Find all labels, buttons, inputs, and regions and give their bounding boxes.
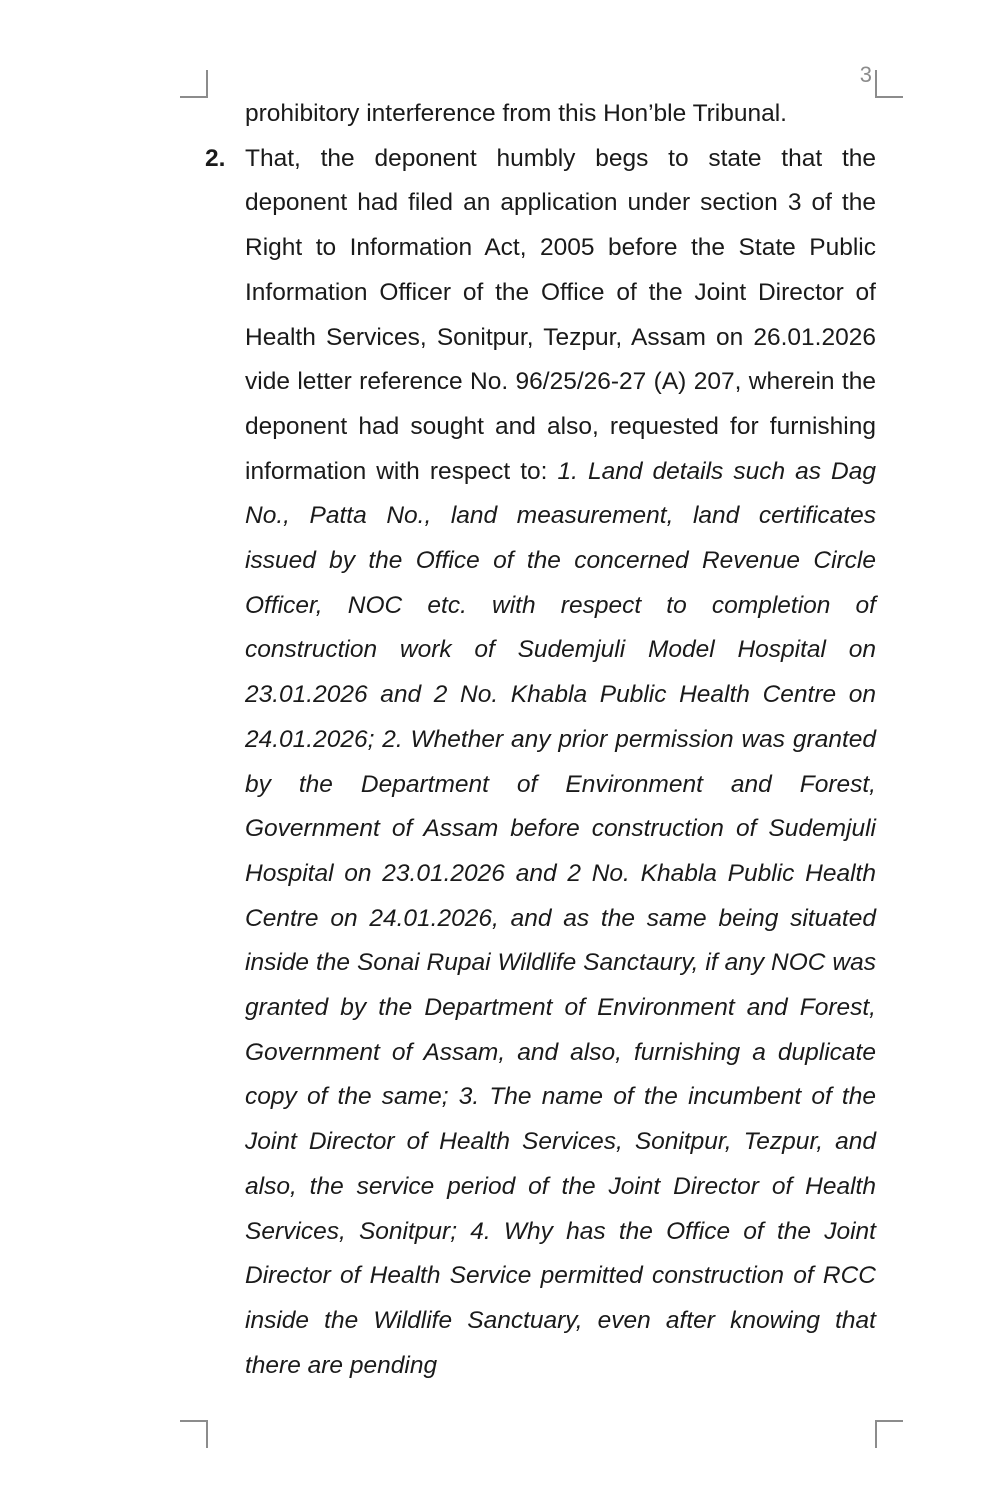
paragraph-number: 2. (205, 144, 226, 172)
top-left-margin-mark (180, 70, 208, 98)
page-body (205, 92, 876, 1388)
bottom-right-margin-mark (875, 1420, 903, 1448)
paragraph-intro: That, the deponent humbly begs to state that the deponent had filed an application under section 3 of the Right to Information Act, 2005 before the State Public Information Officer of the Office of the Joint Director of Health Services, Sonitpur, Tezpur, Assam on 26.01.2026 vide letter reference No. 96/25/26-27 (A) 207, wherein the deponent had sought and also, requested for furnishing information with respect to: (245, 144, 876, 485)
paragraph-italic-list: 1. Land details such as Dag No., Patta No., land measurement, land certificates issued by the Office of the concerned Revenue Circle Officer, NOC etc. with respect to completion of construction work of Sudemjuli Model Hospital on 23.01.2026 and 2 No. Khabla Public Health Centre on 24.01.2026; 2. Whether any prior permission was granted by the Department of Environment and Forest, Government of Assam before construction of Sudemjuli Hospital on 23.01.2026 and 2 No. Khabla Public Health Centre on 24.01.2026, and as the same being situated inside the Sonai Rupai Wildlife Sanctaury, if any NOC was granted by the Department of Environment and Forest, Government of Assam, and also, furnishing a duplicate copy of the same; 3. The name of the incumbent of the Joint Director of Health Services, Sonitpur, Tezpur, and also, the service period of the Joint Director of Health Services, Sonitpur; 4. Why has the Office of the Joint Director of Health Service permitted construction of RCC inside the Wildlife Sanctuary, even after knowing that there are pending (245, 457, 876, 1379)
page-number: 3 (859, 62, 872, 87)
continuation-line: prohibitory interference from this Hon’ble Tribunal. (245, 100, 787, 127)
top-right-margin-mark (875, 70, 903, 98)
paragraph-2 (205, 137, 876, 1389)
bottom-left-margin-mark (180, 1420, 208, 1448)
